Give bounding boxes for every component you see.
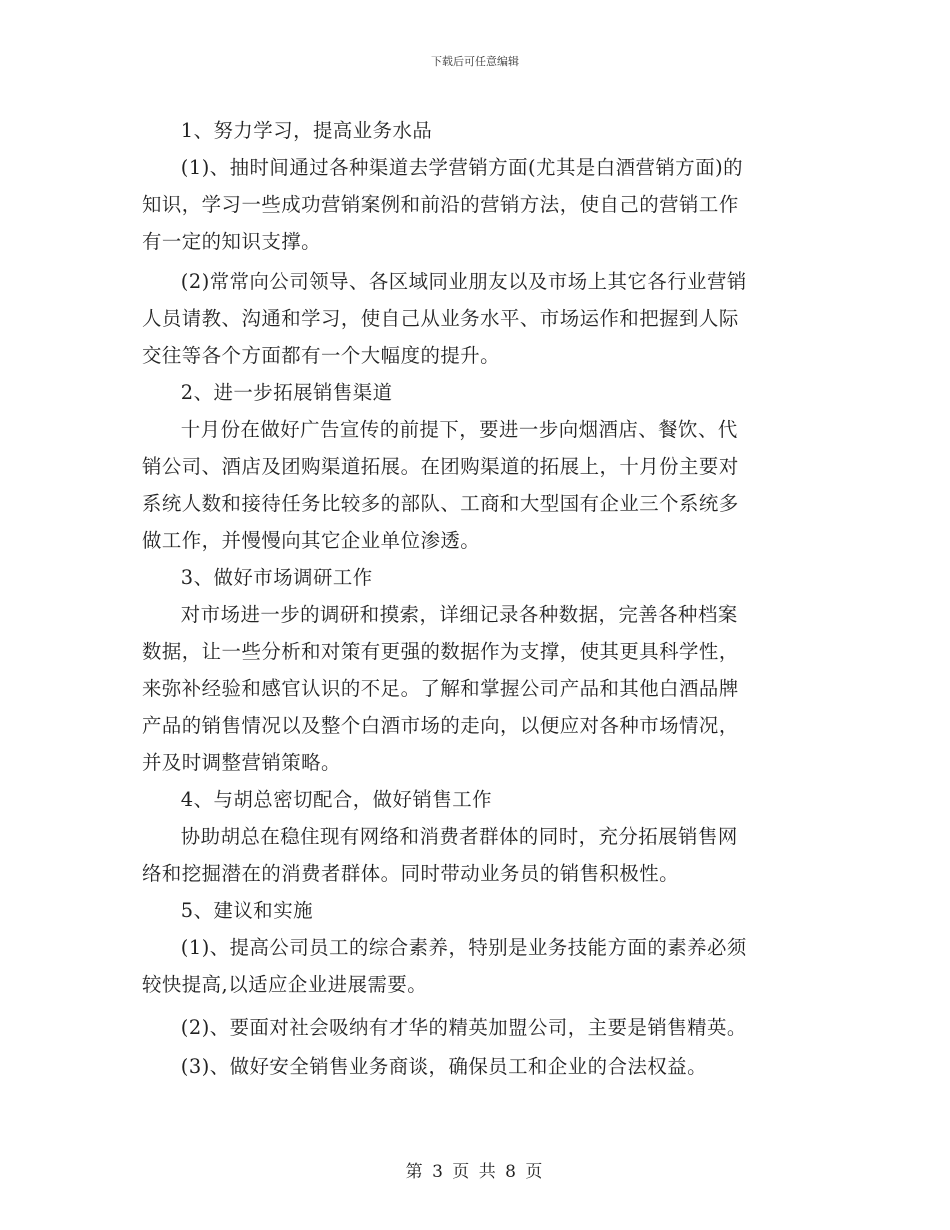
paragraph-line: 销公司、酒店及团购渠道拓展。在团购渠道的拓展上，十月份主要对 bbox=[142, 455, 739, 478]
paragraph-line-first: 4、与胡总密切配合，做好销售工作 bbox=[180, 788, 492, 811]
document-body bbox=[142, 112, 808, 1085]
paragraph-line-first: 3、做好市场调研工作 bbox=[180, 566, 373, 589]
paragraph-line-first: (3)、做好安全销售业务商谈，确保员工和企业的合法权益。 bbox=[180, 1055, 708, 1078]
paragraph-line: 人员请教、沟通和学习，使自己从业务水平、市场运作和把握到人际 bbox=[142, 307, 739, 330]
paragraph-line: 数据，让一些分析和对策有更强的数据作为支撑，使其更具科学性， bbox=[142, 640, 739, 663]
paragraph-line: 知识，学习一些成功营销案例和前沿的营销方法，使自己的营销工作 bbox=[142, 193, 739, 216]
paragraph-line: 交往等各个方面都有一个大幅度的提升。 bbox=[142, 344, 501, 367]
paragraph-line: 络和挖掘潜在的消费者群体。同时带动业务员的销售积极性。 bbox=[142, 862, 680, 885]
paragraph-line: 系统人数和接待任务比较多的部队、工商和大型国有企业三个系统多 bbox=[142, 492, 739, 515]
paragraph-line-first: 十月份在做好广告宣传的前提下，要进一步向烟酒店、餐饮、代 bbox=[180, 418, 738, 441]
paragraph-line-first: (2)、要面对社会吸纳有才华的精英加盟公司，主要是销售精英。 bbox=[180, 1016, 747, 1039]
paragraph-line-first: 5、建议和实施 bbox=[180, 899, 313, 922]
paragraph-line: 较快提高,以适应企业进展需要。 bbox=[142, 973, 428, 996]
paragraph-line: 并及时调整营销策略。 bbox=[142, 751, 341, 774]
paragraph-line-first: (1)、抽时间通过各种渠道去学营销方面(尤其是白酒营销方面)的 bbox=[180, 156, 744, 179]
paragraph-line-first: (2)常常向公司领导、各区域同业朋友以及市场上其它各行业营销 bbox=[180, 270, 747, 293]
page-header: 下载后可任意编辑 bbox=[431, 55, 519, 68]
paragraph-line: 做工作，并慢慢向其它企业单位渗透。 bbox=[142, 529, 481, 552]
paragraph-line: 产品的销售情况以及整个白酒市场的走向，以便应对各种市场情况， bbox=[142, 714, 739, 737]
paragraph-line-first: 1、努力学习，提高业务水品 bbox=[180, 119, 433, 142]
paragraph-line: 来弥补经验和感官认识的不足。了解和掌握公司产品和其他白酒品牌 bbox=[142, 677, 739, 700]
paragraph-line: 有一定的知识支撑。 bbox=[142, 230, 322, 253]
paragraph-line-first: 协助胡总在稳住现有网络和消费者群体的同时，充分拓展销售网 bbox=[180, 825, 738, 848]
paragraph-line-first: (1)、提高公司员工的综合素养，特别是业务技能方面的素养必须 bbox=[180, 936, 747, 959]
paragraph-line-first: 对市场进一步的调研和摸索，详细记录各种数据，完善各种档案 bbox=[180, 603, 738, 626]
page-footer: 第 3 页 共 8 页 bbox=[405, 1162, 545, 1182]
paragraph-line-first: 2、进一步拓展销售渠道 bbox=[180, 381, 393, 404]
